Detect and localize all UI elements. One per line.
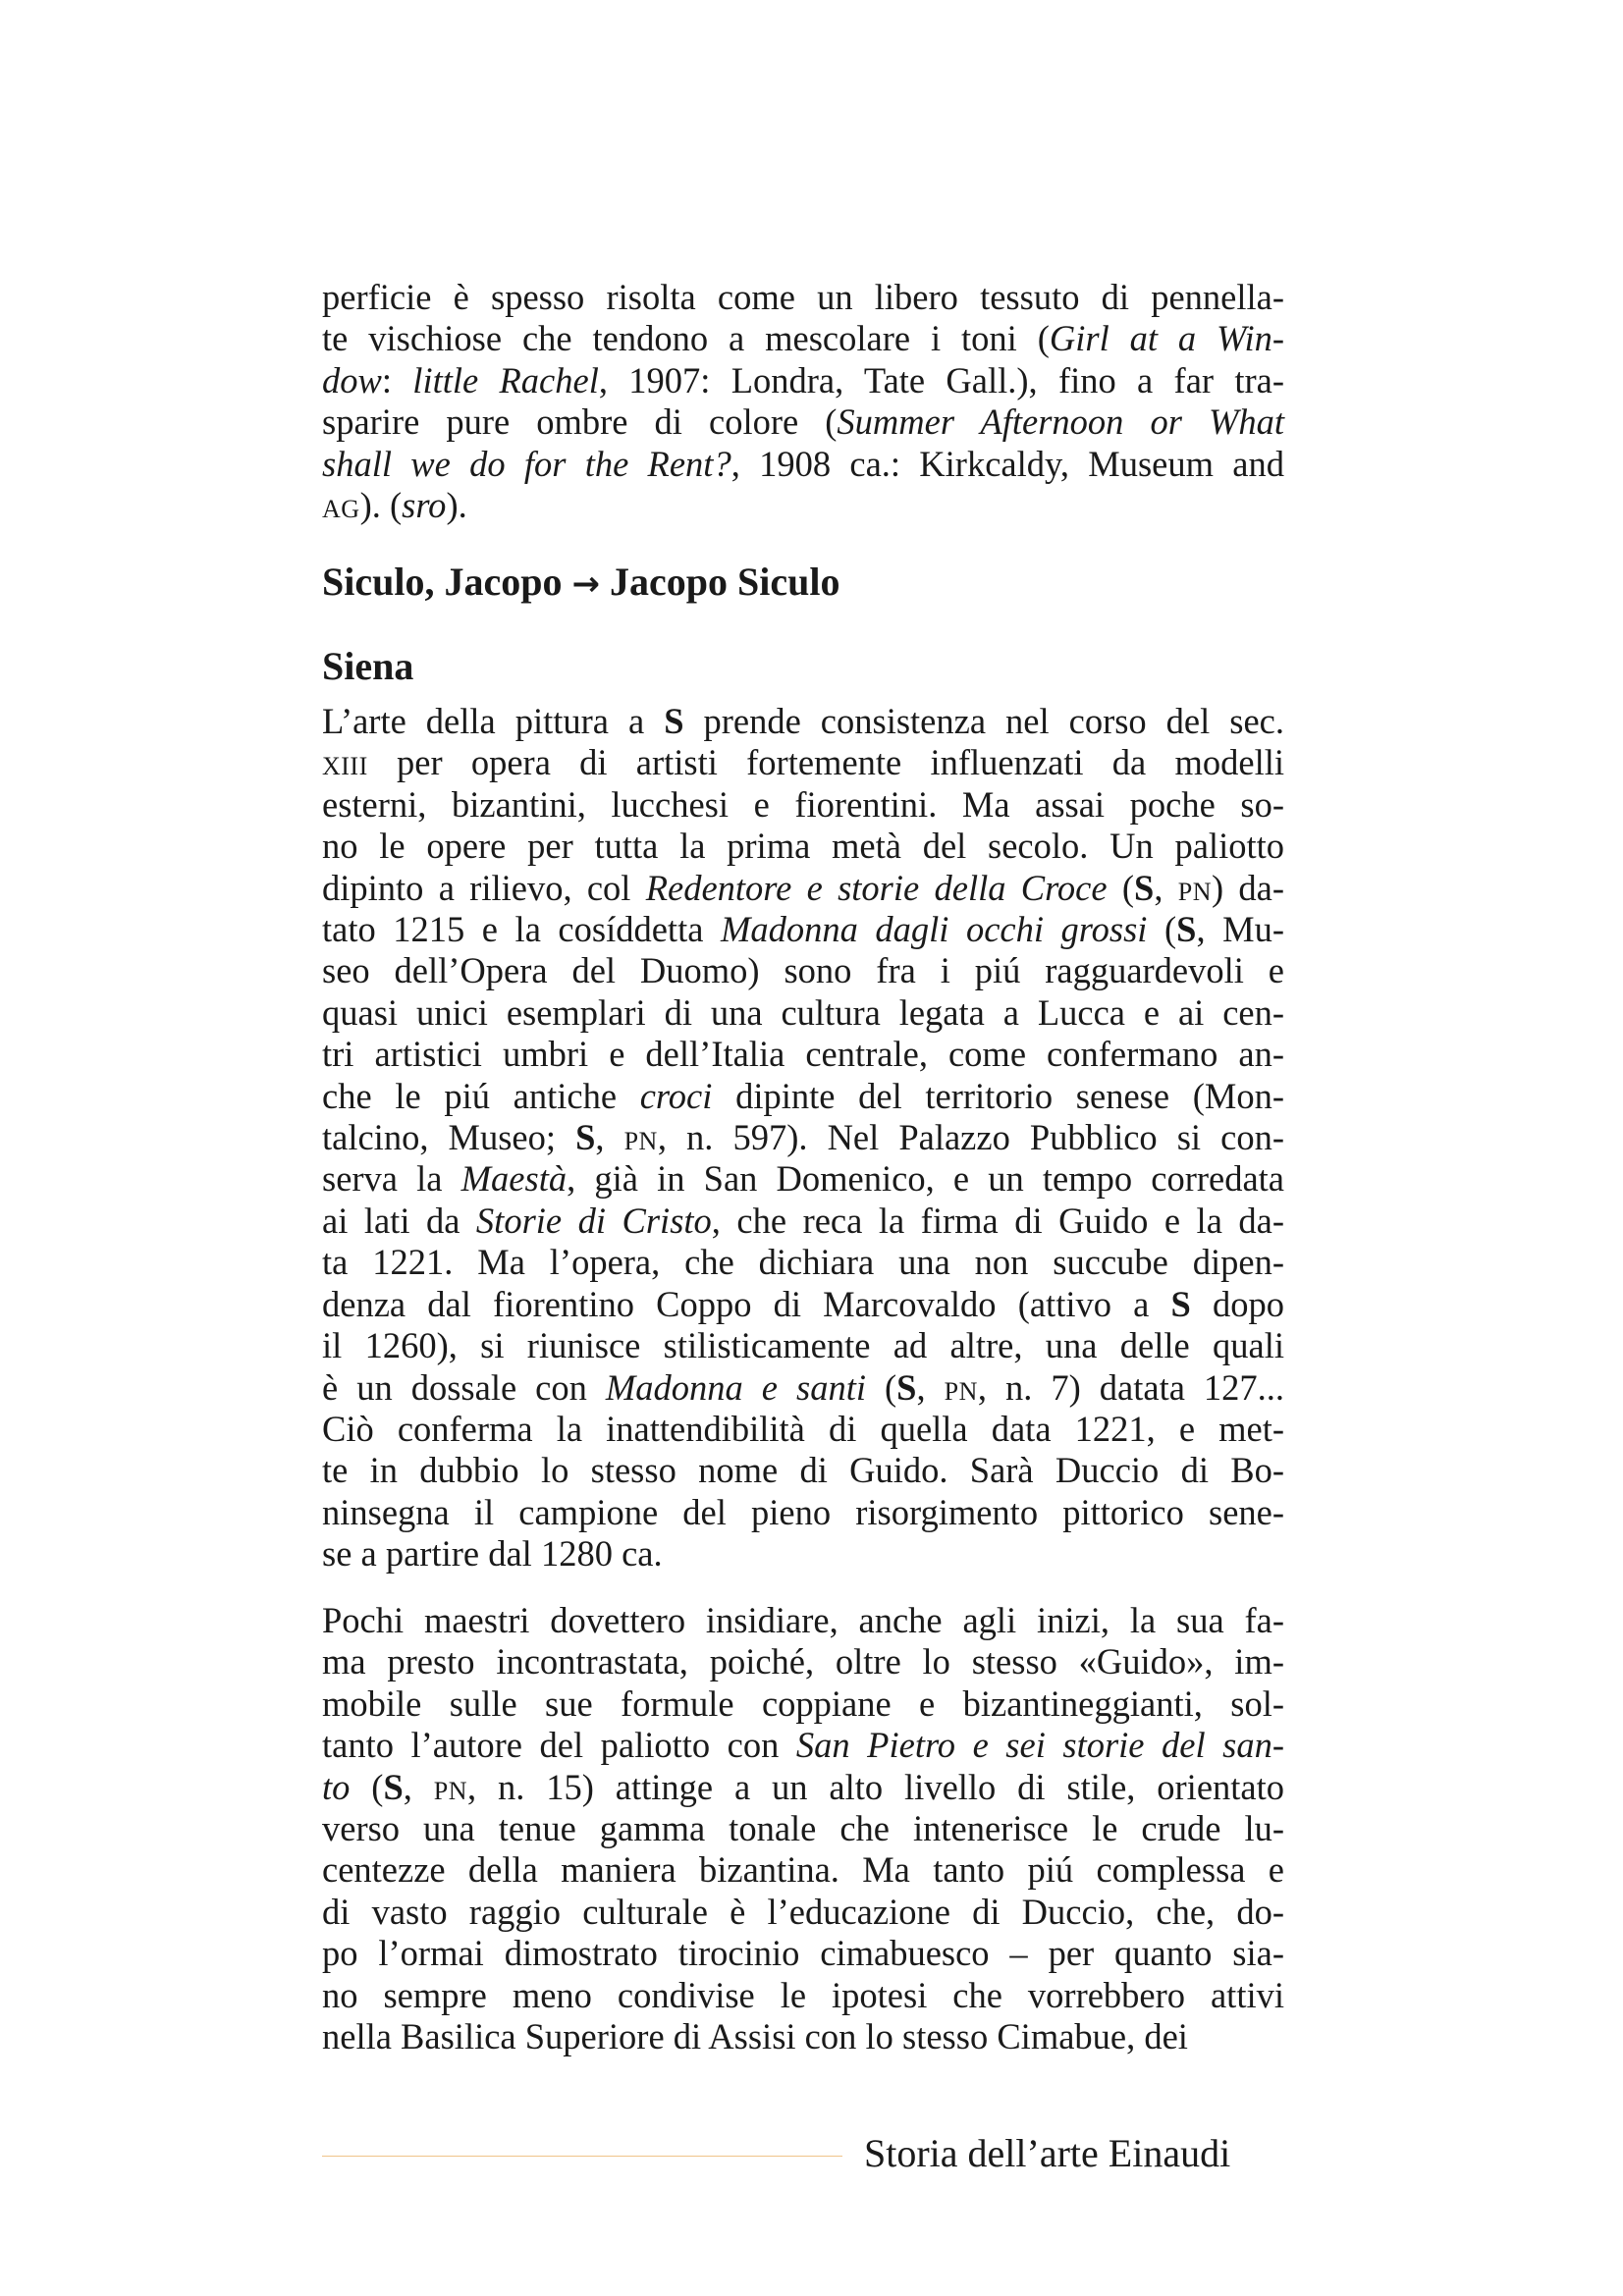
text-run: nella Basilica Superiore di Assisi con lo stesso Cimabue, dei xyxy=(322,2016,1188,2057)
text-run: centezze della maniera bizantina. Ma tanto piú complessa e xyxy=(322,1849,1284,1891)
text-line xyxy=(322,1533,1284,1575)
text-run: ). xyxy=(446,485,467,526)
text-run: serva la xyxy=(322,1158,461,1200)
bold-run: S xyxy=(896,1366,917,1408)
smallcaps-run: pn xyxy=(433,1766,467,1807)
text-line xyxy=(322,1641,1284,1682)
text-run: , n. 7) datata 127... xyxy=(977,1366,1285,1408)
text-run: : xyxy=(381,359,413,400)
text-line xyxy=(322,1933,1284,1974)
text-line xyxy=(322,1367,1284,1409)
text-run: mobile sulle sue formule coppiane e bizantineggianti, sol- xyxy=(322,1682,1284,1724)
text-line xyxy=(322,1975,1284,2016)
text-line xyxy=(322,1849,1284,1891)
text-run: quasi unici esemplari di una cultura legata a Lucca e ai cen- xyxy=(322,991,1284,1033)
text-run: tanto l’autore del paliotto con xyxy=(322,1725,796,1766)
crossref-term: Siculo, Jacopo xyxy=(322,560,563,604)
entry-title-siena: Siena xyxy=(322,644,414,688)
siena-paragraph-2 xyxy=(322,1600,1284,2057)
text-line xyxy=(322,992,1284,1034)
italic-run: little Rachel xyxy=(412,359,599,400)
bold-run: S xyxy=(664,701,684,741)
text-run: ai lati da xyxy=(322,1200,476,1241)
bold-run: S xyxy=(1170,1283,1191,1324)
text-line xyxy=(322,1492,1284,1533)
continuation-paragraph xyxy=(322,277,1284,526)
text-line xyxy=(322,1158,1284,1200)
text-run: , xyxy=(916,1366,945,1408)
text-line xyxy=(322,826,1284,867)
text-run: sparire pure ombre di colore ( xyxy=(322,401,838,443)
italic-run: Maestà xyxy=(460,1158,568,1200)
smallcaps-run: pn xyxy=(944,1366,978,1408)
text-line xyxy=(322,1242,1284,1283)
italic-run: sro xyxy=(402,485,447,526)
text-run: ) da- xyxy=(1212,867,1285,908)
text-run: tri artistici umbri e dell’Italia centrale, come confermano an- xyxy=(322,1034,1284,1075)
text-run: no le opere per tutta la prima metà del secolo. Un paliotto xyxy=(322,826,1284,867)
italic-run: dow xyxy=(322,359,382,400)
text-run: po l’ormai dimostrato tirocinio cimabuesco – per quanto sia- xyxy=(322,1933,1284,1974)
arrow-right-icon: → xyxy=(571,564,600,604)
text-run: , 1907: Londra, Tate Gall.), fino a far tra- xyxy=(598,359,1284,400)
text-run: ( xyxy=(1107,867,1135,908)
text-line xyxy=(322,1808,1284,1849)
bold-run: S xyxy=(575,1117,596,1158)
italic-run: Madonna dagli occhi grossi xyxy=(720,909,1148,950)
text-run: seo dell’Opera del Duomo) sono fra i piú ragguardevoli e xyxy=(322,950,1284,991)
text-line xyxy=(322,1325,1284,1366)
text-run: denza dal fiorentino Coppo di Marcovaldo (attivo a xyxy=(322,1283,1171,1324)
siena-paragraph-1 xyxy=(322,701,1284,1575)
text-run: no sempre meno condivise le ipotesi che vorrebbero attivi xyxy=(322,1974,1284,2015)
text-run: L’arte della pittura a xyxy=(322,701,665,741)
italic-run: croci xyxy=(639,1075,713,1116)
text-run: ( xyxy=(350,1766,384,1807)
text-line xyxy=(322,950,1284,991)
text-run: te in dubbio lo stesso nome di Guido. Sarà Duccio di Bo- xyxy=(322,1450,1284,1491)
text-line xyxy=(322,784,1284,826)
text-line xyxy=(322,868,1284,909)
text-run: perficie è spesso risolta come un libero tessuto di pennella- xyxy=(322,277,1284,317)
smallcaps-run: pn xyxy=(1177,867,1212,908)
italic-run: shall we do for the Rent? xyxy=(322,443,731,484)
text-run: tato 1215 e la cosíddetta xyxy=(322,909,721,950)
text-run: ta 1221. Ma l’opera, che dichiara una non succube dipen- xyxy=(322,1242,1284,1283)
text-run: è un dossale con xyxy=(322,1366,606,1408)
text-line xyxy=(322,1450,1284,1491)
smallcaps-run: pn xyxy=(623,1117,658,1158)
bold-run: S xyxy=(1176,909,1197,950)
text-run: ). ( xyxy=(359,485,403,526)
text-run: esterni, bizantini, lucchesi e fiorentini. Ma assai poche so- xyxy=(322,783,1284,825)
text-line xyxy=(322,1892,1284,1933)
text-line xyxy=(322,1284,1284,1325)
bold-run: S xyxy=(383,1766,404,1807)
text-run: dipinte del territorio senese (Mon- xyxy=(712,1075,1284,1116)
crossref-heading xyxy=(322,560,839,607)
text-line xyxy=(322,1767,1284,1808)
text-run: ( xyxy=(1147,909,1177,950)
text-run: che le piú antiche xyxy=(322,1075,640,1116)
footer-publisher: Storia dell’arte Einaudi xyxy=(864,2131,1231,2175)
italic-run: Madonna e santi xyxy=(605,1366,866,1408)
text-line xyxy=(322,318,1284,359)
text-line xyxy=(322,1201,1284,1242)
text-run: il 1260), si riunisce stilisticamente ad altre, una delle quali xyxy=(322,1325,1284,1366)
text-line xyxy=(322,444,1284,485)
text-run: , xyxy=(595,1117,624,1158)
text-run: , 1908 ca.: Kirkcaldy, Museum and xyxy=(730,443,1284,484)
text-run: ( xyxy=(865,1366,897,1408)
text-run: per opera di artisti fortemente influenzati da modelli xyxy=(367,742,1284,783)
text-run: prende consistenza nel corso del sec. xyxy=(683,701,1284,741)
text-run: ma presto incontrastata, poiché, oltre lo stesso «Guido», im- xyxy=(322,1641,1284,1682)
text-line xyxy=(322,909,1284,950)
text-line xyxy=(322,401,1284,443)
text-run: , Mu- xyxy=(1196,909,1284,950)
italic-run: Girl at a Win- xyxy=(1049,318,1284,359)
smallcaps-run: ag xyxy=(322,485,360,526)
text-line xyxy=(322,1725,1284,1766)
text-line xyxy=(322,1076,1284,1117)
text-line xyxy=(322,742,1284,783)
text-run: ninsegna il campione del pieno risorgimento pittorico sene- xyxy=(322,1491,1284,1532)
text-run: , n. 597). Nel Palazzo Pubblico si con- xyxy=(657,1117,1284,1158)
text-run: dopo xyxy=(1190,1283,1284,1324)
text-line xyxy=(322,1409,1284,1450)
text-run: verso una tenue gamma tonale che intenerisce le crude lu- xyxy=(322,1808,1284,1849)
text-line xyxy=(322,2016,1284,2057)
text-line xyxy=(322,1117,1284,1158)
text-run: Ciò conferma la inattendibilità di quella data 1221, e met- xyxy=(322,1408,1284,1449)
text-line xyxy=(322,277,1284,318)
text-run: talcino, Museo; xyxy=(322,1117,576,1158)
italic-run: Storie di Cristo xyxy=(475,1200,712,1241)
text-run: se a partire dal 1280 ca. xyxy=(322,1533,663,1575)
text-run: dipinto a rilievo, col xyxy=(322,867,646,908)
text-line xyxy=(322,701,1284,742)
text-line xyxy=(322,485,1284,526)
italic-run: Summer Afternoon or What xyxy=(837,401,1284,443)
smallcaps-run: xiii xyxy=(322,742,368,783)
text-run: , xyxy=(1154,867,1178,908)
crossref-target[interactable]: Jacopo Siculo xyxy=(609,560,840,604)
text-line xyxy=(322,1600,1284,1641)
text-line xyxy=(322,1683,1284,1725)
text-run: di vasto raggio culturale è l’educazione di Duccio, che, do- xyxy=(322,1891,1284,1932)
italic-run: to xyxy=(322,1766,351,1807)
text-run: , già in San Domenico, e un tempo corredata xyxy=(567,1158,1284,1200)
text-run: Pochi maestri dovettero insidiare, anche agli inizi, la sua fa- xyxy=(322,1600,1284,1640)
italic-run: San Pietro e sei storie del san- xyxy=(795,1725,1285,1766)
text-line xyxy=(322,1034,1284,1075)
bold-run: S xyxy=(1134,867,1155,908)
text-run: , xyxy=(403,1766,434,1807)
text-run: , che reca la firma di Guido e la da- xyxy=(711,1200,1284,1241)
text-line xyxy=(322,360,1284,401)
italic-run: Redentore e storie della Croce xyxy=(645,867,1108,908)
footer-rule xyxy=(322,2156,842,2157)
text-run: , n. 15) attinge a un alto livello di stile, orientato xyxy=(467,1766,1284,1807)
text-run: te vischiose che tendono a mescolare i toni ( xyxy=(322,318,1050,359)
